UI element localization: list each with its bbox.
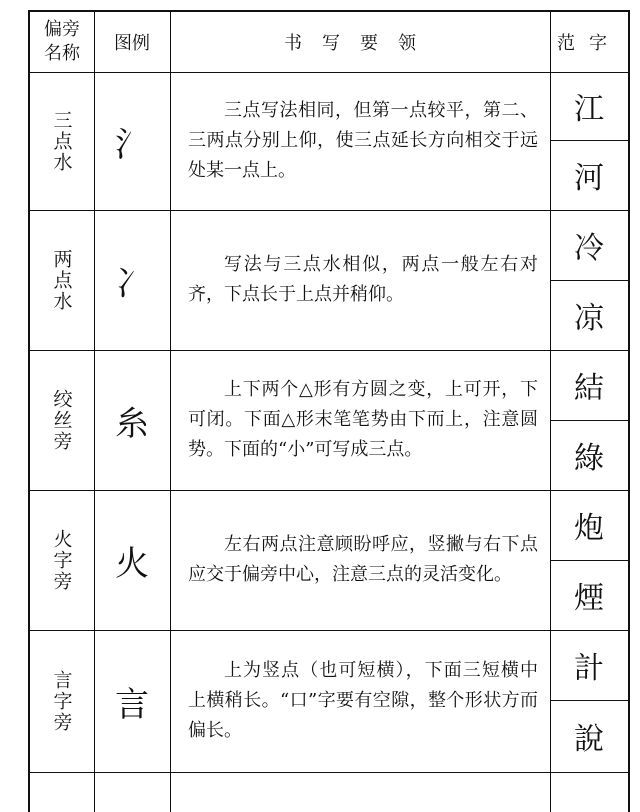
sample-char: 計 — [574, 651, 604, 686]
header-name-line1: 偏旁 — [44, 19, 80, 40]
requirement-text: 上为竖点（也可短横），下面三短横中上横稍长。“口”字要有空隙，整个形状方而偏长。 — [188, 660, 538, 741]
radical-glyph: 糸 — [115, 403, 149, 444]
sample-char: 冷 — [574, 231, 604, 266]
radical-name: 言字旁 — [50, 669, 73, 733]
header-name-line2: 名称 — [44, 43, 80, 64]
radical-name: 两点水 — [50, 248, 73, 312]
radical-name: 三点水 — [50, 109, 73, 173]
requirement-text: 写法与三点水相似，两点一般左右对齐，下点长于上点并稍仰。 — [188, 254, 538, 305]
radical-glyph: 氵 — [115, 124, 149, 165]
sample-char: 說 — [574, 722, 604, 757]
header-radical-name — [30, 12, 94, 72]
sample-char: 江 — [574, 92, 604, 127]
radical-glyph: 言 — [115, 684, 149, 725]
calligraphy-radical-table — [28, 10, 630, 812]
header-requirements: 书写要领 — [284, 33, 436, 54]
radical-name: 火字旁 — [50, 528, 73, 592]
row-divider — [30, 772, 628, 773]
header-sample-chars: 范字 — [557, 33, 621, 54]
sample-char: 煙 — [574, 581, 604, 616]
radical-name: 绞丝旁 — [50, 388, 73, 452]
header-example-glyph: 图例 — [114, 33, 150, 54]
sample-char: 結 — [574, 371, 604, 406]
radical-glyph: 冫 — [115, 263, 149, 304]
writing-requirement — [170, 210, 550, 350]
requirement-text: 三点写法相同，但第一点较平，第二、三两点分别上仰，使三点延长方向相交于远处某一点上。 — [188, 100, 538, 181]
sample-char: 凉 — [574, 301, 604, 336]
writing-requirement — [170, 72, 550, 210]
sample-char: 綠 — [574, 441, 604, 476]
requirement-text: 左右两点注意顾盼呼应，竖撇与右下点应交于偏旁中心，注意三点的灵活变化。 — [188, 534, 538, 585]
requirement-text: 上下两个△形有方圆之变，上可开，下可闭。下面△形末笔笔势由下而上，注意圆势。下面的“小”可写成三点。 — [188, 379, 538, 460]
writing-requirement — [170, 350, 550, 490]
sample-char: 河 — [574, 161, 604, 196]
radical-glyph: 火 — [115, 543, 149, 584]
sample-char: 炮 — [574, 511, 604, 546]
writing-requirement — [170, 490, 550, 630]
writing-requirement — [170, 630, 550, 772]
